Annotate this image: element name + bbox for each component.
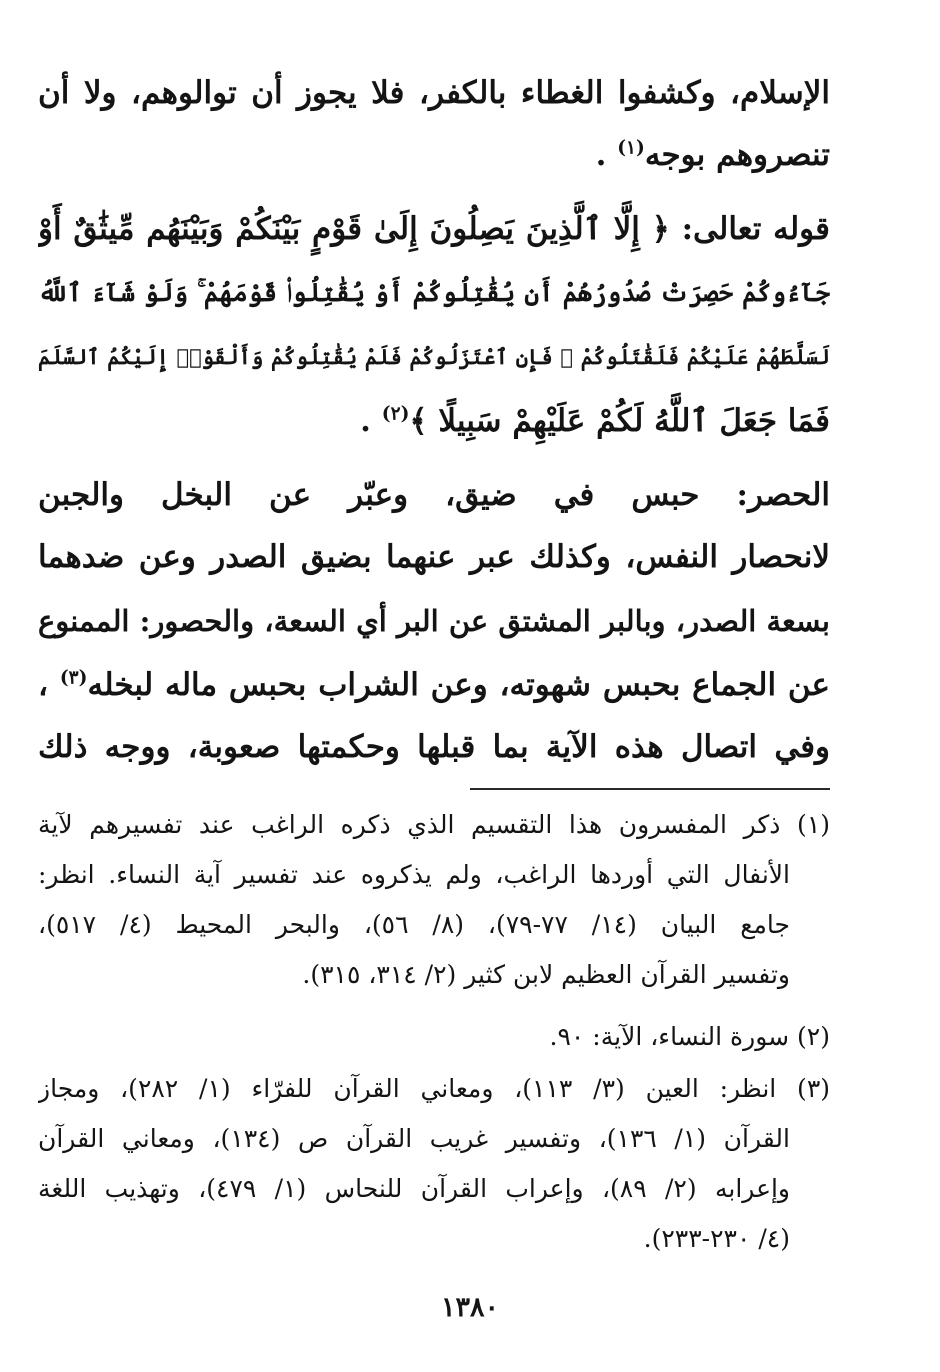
footnote-line: وإعرابه (٢/ ٨٩)، وإعراب القرآن للنحاس (١/ ٤٧٩)، وتهذيب اللغة — [38, 1174, 790, 1203]
body-line: لانحصار النفس، وكذلك عبر عنهما بضيق الصدر وعن ضدهما — [38, 539, 830, 575]
footnote-line: (١) ذكر المفسرون هذا التقسيم الذي ذكره الراغب عند تفسيرهم لآية — [38, 810, 830, 839]
verse-intro: قوله تعالى: — [681, 211, 830, 247]
footnote-number: (٣) — [797, 1074, 830, 1103]
footnote-reference: (٢) — [381, 403, 410, 425]
body-line: بسعة الصدر، وبالبر المشتق عن البر أي السعة، والحصور: الممنوع — [38, 604, 830, 638]
footnote-number: (١) — [797, 810, 830, 839]
footnote-line: (٣) انظر: العين (٣/ ١١٣)، ومعاني القرآن للفرّاء (١/ ٢٨٢)، ومجاز — [38, 1074, 830, 1103]
body-line: تنصروهم بوجه$^{(١)}$ . — [595, 137, 830, 173]
verse-line: فَمَا جَعَلَ ٱللَّهُ لَكُمْ عَلَيْهِمْ سَبِيلًا ﴾$^{(٢)}$ . — [360, 403, 830, 439]
verse-line: جَآءُوكُمْ حَصِرَتْ صُدُورُهُمْ أَن يُقَٰتِلُوكُمْ أَوْ يُقَٰتِلُوا۟ قَوْمَهُمْ ۚ وَلَوْ شَآءَ ٱللَّهُ — [38, 278, 830, 307]
footnote-line: (٤/ ٢٣٠-٢٣٣). — [643, 1224, 790, 1253]
footnote-number: (٢) — [797, 1022, 830, 1051]
body-line: وفي اتصال هذه الآية بما قبلها وحكمتها صعوبة، ووجه ذلك — [38, 729, 830, 765]
footnote-separator — [470, 788, 830, 790]
body-line: الحصر: حبس في ضيق، وعبّر عن البخل والجبن — [38, 477, 830, 513]
defined-term: الحصر: — [736, 477, 830, 513]
footnote-line: جامع البيان (١٤/ ٧٧-٧٩)، (٨/ ٥٦)، والبحر المحيط (٤/ ٥١٧)، — [38, 910, 790, 939]
verse-line: قوله تعالى: ﴿ إِلَّا ٱلَّذِينَ يَصِلُونَ إِلَىٰ قَوْمٍ بَيْنَكُمْ وَبَيْنَهُم مِّيثَٰقٌ أَوْ — [38, 211, 830, 247]
footnote-line: (٢) سورة النساء، الآية: ٩٠. — [549, 1022, 830, 1051]
page-number: ١٣٨٠ — [440, 1292, 499, 1323]
verse-line: لَسَلَّطَهُمْ عَلَيْكُمْ فَلَقَٰتَلُوكُمْ ۚ فَإِنِ ٱعْتَزَلُوكُمْ فَلَمْ يُقَٰتِلُوكُمْ وَأَلْقَوْا۟ إِلَيْكُمُ ٱلسَّلَمَ — [38, 344, 830, 369]
footnote-line: الأنفال التي أوردها الراغب، ولم يذكروه عند تفسير آية النساء. انظر: — [38, 860, 790, 889]
body-line: الإسلام، وكشفوا الغطاء بالكفر، فلا يجوز أن توالوهم، ولا أن — [38, 75, 830, 111]
body-line: عن الجماع بحبس شهوته، وعن الشراب بحبس ماله لبخله$^{(٣)}$ ، — [38, 667, 830, 703]
footnote-reference: (٣) — [59, 667, 88, 689]
footnote-line: وتفسير القرآن العظيم لابن كثير (٢/ ٣١٤، ٣١٥). — [302, 960, 790, 989]
footnote-line: القرآن (١/ ١٣٦)، وتفسير غريب القرآن ص (١٣٤)، ومعاني القرآن — [38, 1124, 790, 1153]
footnote-reference: (١) — [617, 137, 645, 159]
